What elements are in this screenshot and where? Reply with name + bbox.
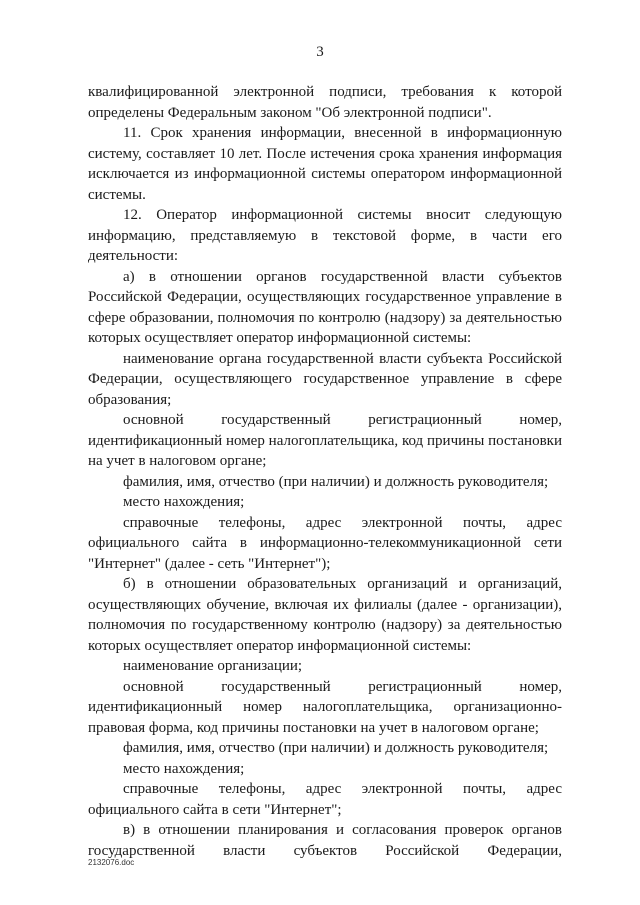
- paragraph-a-contacts: справочные телефоны, адрес электронной почты, адрес официального сайта в информационно-телекоммуникационной сети "Интернет" (далее - сеть "Интернет");: [88, 514, 562, 572]
- paragraph-b-registration: основной государственный регистрационный номер, идентификационный номер налогоплательщика, организационно-правовая форма, код причины постановки на учет в налоговом органе;: [88, 678, 562, 736]
- paragraph-subitem-b: б) в отношении образовательных организаций и организаций, осуществляющих обучение, включая их филиалы (далее - организации), полномочия по государственному контролю (надзору) за деятельностью которых осуществляет оператор информационной системы:: [88, 576, 562, 654]
- paragraph-subitem-a: а) в отношении органов государственной власти субъектов Российской Федерации, осуществляющих государственное управление в сфере образовании, полномочия по контролю (надзору) за деятельностью которых осуществляет оператор информационной системы:: [88, 268, 562, 346]
- paragraph-a-name: наименование органа государственной власти субъекта Российской Федерации, осуществляющего государственное управление в сфере образования;: [88, 350, 562, 408]
- paragraph-b-head: фамилия, имя, отчество (при наличии) и должность руководителя;: [123, 740, 549, 756]
- footer-filename: 2132076.doc: [88, 858, 135, 867]
- paragraph-b-name: наименование организации;: [123, 658, 303, 674]
- paragraph-a-head: фамилия, имя, отчество (при наличии) и должность руководителя;: [123, 473, 549, 490]
- paragraph-a-location: место нахождения;: [123, 494, 245, 510]
- document-body: [88, 82, 562, 861]
- paragraph-continuation: квалифицированной электронной подписи, требования к которой определены Федеральным законом "Об электронной подписи".: [88, 84, 562, 121]
- paragraph-item-12: 12. Оператор информационной системы вносит следующую информацию, представляемую в текстовой форме, в части его деятельности:: [88, 207, 562, 264]
- paragraph-a-registration: основной государственный регистрационный номер, идентификационный номер налогоплательщика, код причины постановки на учет в налоговом органе;: [88, 412, 562, 469]
- paragraph-b-contacts: справочные телефоны, адрес электронной почты, адрес официального сайта в сети "Интернет";: [88, 781, 562, 818]
- page-number: 3: [316, 44, 324, 60]
- paragraph-b-location: место нахождения;: [123, 760, 245, 777]
- paragraph-item-11: 11. Срок хранения информации, внесенной в информационную систему, составляет 10 лет. После истечения срока хранения информация исключается из информационной системы оператором информационной системы.: [88, 125, 562, 203]
- paragraph-subitem-v: в) в отношении планирования и согласования проверок органов государственной власти субъектов Российской Федерации,: [88, 822, 562, 859]
